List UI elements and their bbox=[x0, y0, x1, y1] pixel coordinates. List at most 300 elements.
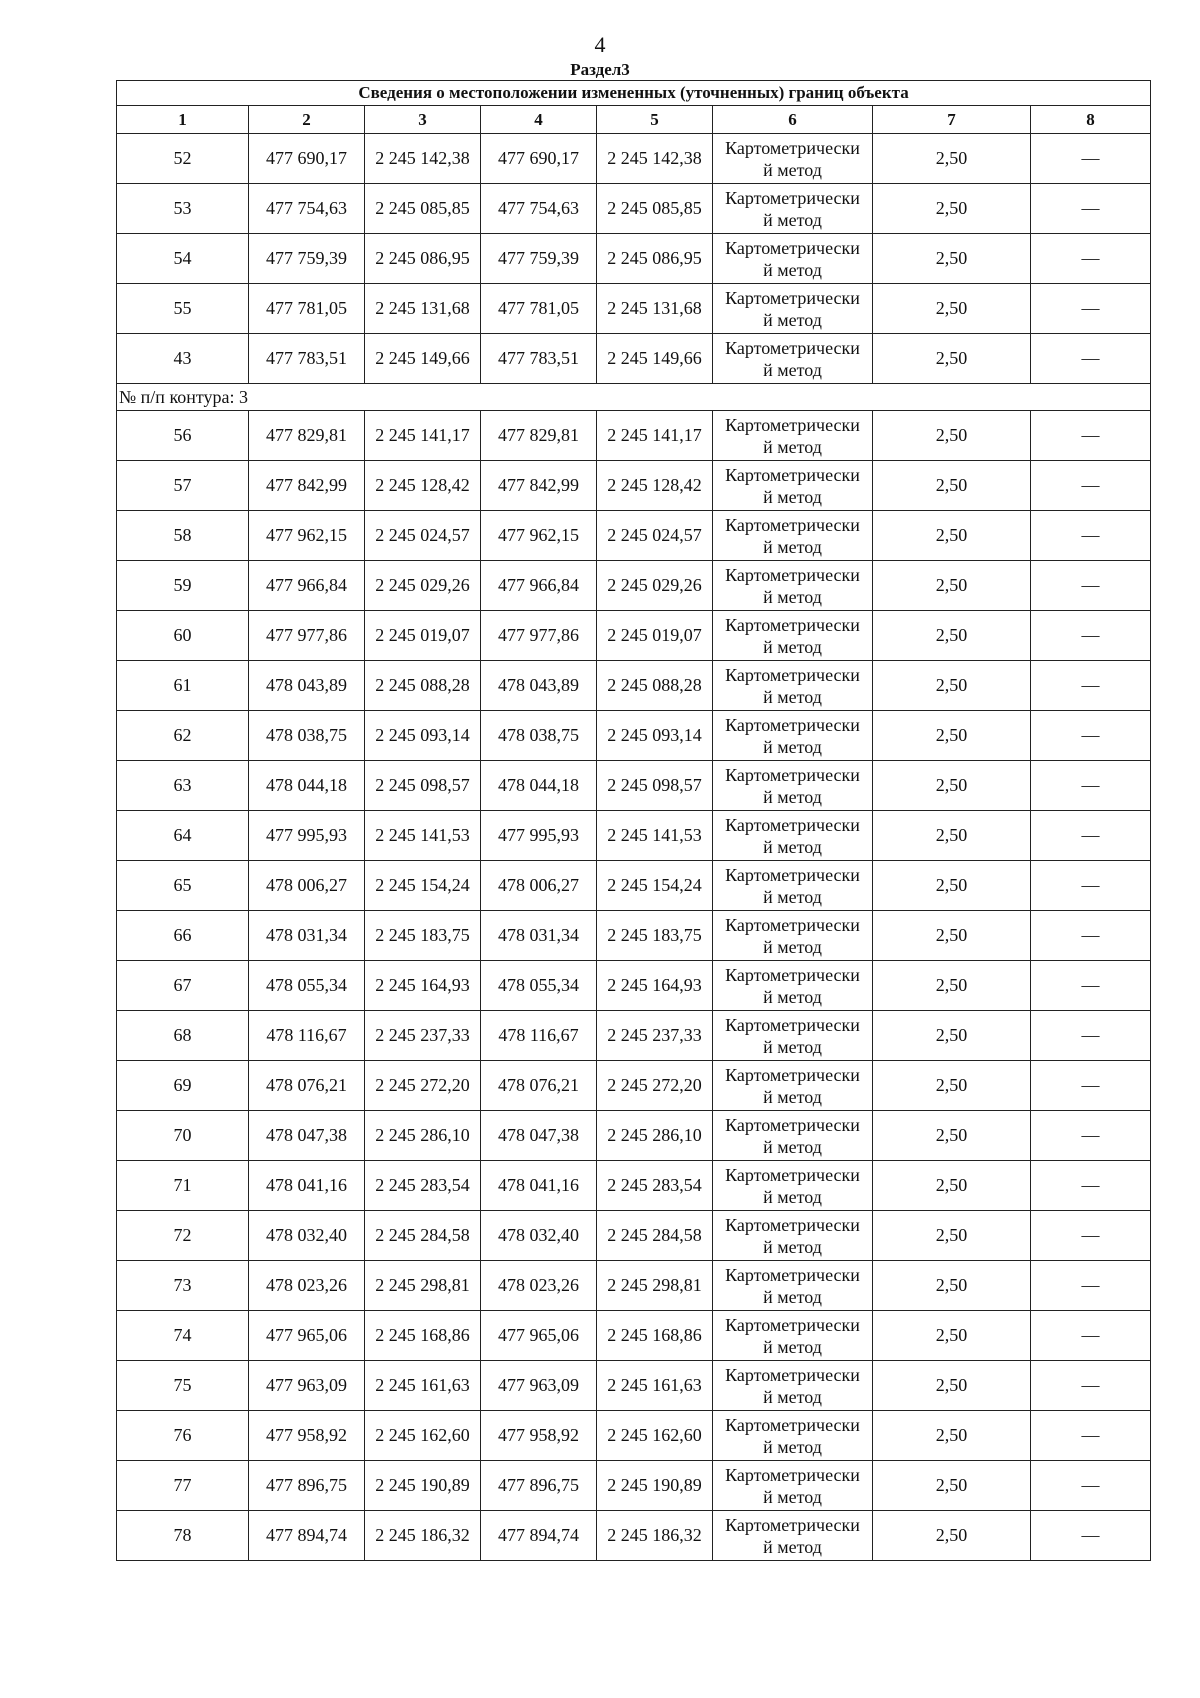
method-cell bbox=[713, 561, 873, 611]
method-text-line: Картометрически bbox=[725, 714, 860, 735]
accuracy-cell: 2,50 bbox=[873, 461, 1031, 511]
x-refined-cell: 477 977,86 bbox=[481, 611, 597, 661]
y-refined-cell: 2 245 098,57 bbox=[597, 761, 713, 811]
table-row bbox=[117, 461, 1151, 511]
point-number-cell: 70 bbox=[117, 1111, 249, 1161]
method-text-line: й метод bbox=[763, 886, 822, 907]
method-text-line: й метод bbox=[763, 936, 822, 957]
method-cell bbox=[713, 411, 873, 461]
x-existing-cell: 478 076,21 bbox=[249, 1061, 365, 1111]
note-cell: — bbox=[1031, 411, 1151, 461]
y-existing-cell: 2 245 019,07 bbox=[365, 611, 481, 661]
point-number-cell: 52 bbox=[117, 134, 249, 184]
x-refined-cell: 477 781,05 bbox=[481, 284, 597, 334]
table-row bbox=[117, 711, 1151, 761]
note-cell: — bbox=[1031, 611, 1151, 661]
x-existing-cell: 477 754,63 bbox=[249, 184, 365, 234]
table-row bbox=[117, 1511, 1151, 1561]
column-number: 1 bbox=[117, 106, 249, 134]
method-text-line: й метод bbox=[763, 1386, 822, 1407]
note-cell: — bbox=[1031, 1011, 1151, 1061]
method-text-line: Картометрически bbox=[725, 1014, 860, 1035]
method-cell bbox=[713, 1111, 873, 1161]
x-refined-cell: 477 995,93 bbox=[481, 811, 597, 861]
column-number: 3 bbox=[365, 106, 481, 134]
method-text-line: Картометрически bbox=[725, 1514, 860, 1535]
column-number: 5 bbox=[597, 106, 713, 134]
table-body bbox=[117, 134, 1151, 1561]
method-cell bbox=[713, 511, 873, 561]
method-text-line: Картометрически bbox=[725, 564, 860, 585]
method-text-line: й метод bbox=[763, 1336, 822, 1357]
x-refined-cell: 478 041,16 bbox=[481, 1161, 597, 1211]
y-refined-cell: 2 245 029,26 bbox=[597, 561, 713, 611]
y-refined-cell: 2 245 283,54 bbox=[597, 1161, 713, 1211]
method-cell bbox=[713, 861, 873, 911]
method-text-line: й метод bbox=[763, 1136, 822, 1157]
note-cell: — bbox=[1031, 1461, 1151, 1511]
method-text-line: й метод bbox=[763, 836, 822, 857]
y-refined-cell: 2 245 149,66 bbox=[597, 334, 713, 384]
point-number-cell: 76 bbox=[117, 1411, 249, 1461]
y-refined-cell: 2 245 286,10 bbox=[597, 1111, 713, 1161]
table-row bbox=[117, 411, 1151, 461]
method-cell bbox=[713, 961, 873, 1011]
method-text-line: Картометрически bbox=[725, 1414, 860, 1435]
method-text-line: Картометрически bbox=[725, 964, 860, 985]
method-text-line: Картометрически bbox=[725, 1214, 860, 1235]
x-existing-cell: 477 963,09 bbox=[249, 1361, 365, 1411]
point-number-cell: 64 bbox=[117, 811, 249, 861]
y-refined-cell: 2 245 272,20 bbox=[597, 1061, 713, 1111]
y-refined-cell: 2 245 141,17 bbox=[597, 411, 713, 461]
accuracy-cell: 2,50 bbox=[873, 1461, 1031, 1511]
accuracy-cell: 2,50 bbox=[873, 711, 1031, 761]
y-refined-cell: 2 245 161,63 bbox=[597, 1361, 713, 1411]
method-text-line: й метод bbox=[763, 1236, 822, 1257]
note-cell: — bbox=[1031, 511, 1151, 561]
y-existing-cell: 2 245 298,81 bbox=[365, 1261, 481, 1311]
x-existing-cell: 477 965,06 bbox=[249, 1311, 365, 1361]
accuracy-cell: 2,50 bbox=[873, 861, 1031, 911]
note-cell: — bbox=[1031, 1111, 1151, 1161]
section-title: Раздел3 bbox=[570, 60, 630, 79]
x-existing-cell: 477 829,81 bbox=[249, 411, 365, 461]
point-number-cell: 67 bbox=[117, 961, 249, 1011]
point-number-cell: 66 bbox=[117, 911, 249, 961]
method-cell bbox=[713, 134, 873, 184]
x-existing-cell: 477 781,05 bbox=[249, 284, 365, 334]
method-text-line: й метод bbox=[763, 159, 822, 180]
method-cell bbox=[713, 1361, 873, 1411]
x-existing-cell: 478 047,38 bbox=[249, 1111, 365, 1161]
y-refined-cell: 2 245 128,42 bbox=[597, 461, 713, 511]
point-number-cell: 77 bbox=[117, 1461, 249, 1511]
accuracy-cell: 2,50 bbox=[873, 134, 1031, 184]
accuracy-cell: 2,50 bbox=[873, 1211, 1031, 1261]
method-cell bbox=[713, 1311, 873, 1361]
method-cell bbox=[713, 1461, 873, 1511]
accuracy-cell: 2,50 bbox=[873, 1161, 1031, 1211]
note-cell: — bbox=[1031, 661, 1151, 711]
x-refined-cell: 477 963,09 bbox=[481, 1361, 597, 1411]
x-existing-cell: 477 783,51 bbox=[249, 334, 365, 384]
y-existing-cell: 2 245 085,85 bbox=[365, 184, 481, 234]
note-cell: — bbox=[1031, 1411, 1151, 1461]
x-existing-cell: 478 006,27 bbox=[249, 861, 365, 911]
table-row bbox=[117, 861, 1151, 911]
method-text-line: й метод bbox=[763, 359, 822, 380]
note-cell: — bbox=[1031, 461, 1151, 511]
point-number-cell: 58 bbox=[117, 511, 249, 561]
x-existing-cell: 477 896,75 bbox=[249, 1461, 365, 1511]
method-text-line: Картометрически bbox=[725, 864, 860, 885]
point-number-cell: 61 bbox=[117, 661, 249, 711]
note-cell: — bbox=[1031, 961, 1151, 1011]
y-existing-cell: 2 245 162,60 bbox=[365, 1411, 481, 1461]
method-text-line: й метод bbox=[763, 536, 822, 557]
table-row bbox=[117, 1011, 1151, 1061]
x-refined-cell: 477 894,74 bbox=[481, 1511, 597, 1561]
x-existing-cell: 478 043,89 bbox=[249, 661, 365, 711]
accuracy-cell: 2,50 bbox=[873, 511, 1031, 561]
y-existing-cell: 2 245 190,89 bbox=[365, 1461, 481, 1511]
y-refined-cell: 2 245 237,33 bbox=[597, 1011, 713, 1061]
method-text-line: Картометрически bbox=[725, 514, 860, 535]
method-text-line: й метод bbox=[763, 1536, 822, 1557]
method-text-line: й метод bbox=[763, 309, 822, 330]
method-cell bbox=[713, 334, 873, 384]
method-text-line: й метод bbox=[763, 486, 822, 507]
column-number: 8 bbox=[1031, 106, 1151, 134]
point-number-cell: 63 bbox=[117, 761, 249, 811]
x-existing-cell: 478 116,67 bbox=[249, 1011, 365, 1061]
method-text-line: Картометрически bbox=[725, 414, 860, 435]
accuracy-cell: 2,50 bbox=[873, 334, 1031, 384]
x-existing-cell: 478 031,34 bbox=[249, 911, 365, 961]
point-number-cell: 72 bbox=[117, 1211, 249, 1261]
accuracy-cell: 2,50 bbox=[873, 234, 1031, 284]
point-number-cell: 43 bbox=[117, 334, 249, 384]
table-row bbox=[117, 561, 1151, 611]
method-text-line: й метод bbox=[763, 1436, 822, 1457]
method-cell bbox=[713, 184, 873, 234]
point-number-cell: 54 bbox=[117, 234, 249, 284]
boundary-coordinates-table bbox=[116, 80, 1151, 1561]
method-cell bbox=[713, 1061, 873, 1111]
x-existing-cell: 477 958,92 bbox=[249, 1411, 365, 1461]
x-existing-cell: 477 894,74 bbox=[249, 1511, 365, 1561]
method-text-line: Картометрически bbox=[725, 1314, 860, 1335]
x-refined-cell: 478 006,27 bbox=[481, 861, 597, 911]
y-refined-cell: 2 245 086,95 bbox=[597, 234, 713, 284]
y-existing-cell: 2 245 093,14 bbox=[365, 711, 481, 761]
note-cell: — bbox=[1031, 334, 1151, 384]
x-refined-cell: 478 076,21 bbox=[481, 1061, 597, 1111]
method-text-line: Картометрически bbox=[725, 1164, 860, 1185]
x-refined-cell: 478 044,18 bbox=[481, 761, 597, 811]
method-text-line: Картометрически bbox=[725, 764, 860, 785]
contour-label: № п/п контура: 3 bbox=[117, 384, 1151, 411]
method-text-line: Картометрически bbox=[725, 614, 860, 635]
x-refined-cell: 477 690,17 bbox=[481, 134, 597, 184]
accuracy-cell: 2,50 bbox=[873, 811, 1031, 861]
method-text-line: й метод bbox=[763, 1036, 822, 1057]
table-row bbox=[117, 1461, 1151, 1511]
x-refined-cell: 477 962,15 bbox=[481, 511, 597, 561]
x-refined-cell: 478 047,38 bbox=[481, 1111, 597, 1161]
x-existing-cell: 478 023,26 bbox=[249, 1261, 365, 1311]
method-cell bbox=[713, 611, 873, 661]
column-number: 7 bbox=[873, 106, 1031, 134]
method-cell bbox=[713, 1261, 873, 1311]
y-existing-cell: 2 245 149,66 bbox=[365, 334, 481, 384]
y-refined-cell: 2 245 164,93 bbox=[597, 961, 713, 1011]
method-cell bbox=[713, 1411, 873, 1461]
y-existing-cell: 2 245 237,33 bbox=[365, 1011, 481, 1061]
table-row bbox=[117, 1311, 1151, 1361]
point-number-cell: 62 bbox=[117, 711, 249, 761]
method-text-line: Картометрически bbox=[725, 464, 860, 485]
y-refined-cell: 2 245 024,57 bbox=[597, 511, 713, 561]
note-cell: — bbox=[1031, 1311, 1151, 1361]
accuracy-cell: 2,50 bbox=[873, 661, 1031, 711]
note-cell: — bbox=[1031, 711, 1151, 761]
point-number-cell: 71 bbox=[117, 1161, 249, 1211]
method-text-line: Картометрически bbox=[725, 1114, 860, 1135]
x-refined-cell: 478 038,75 bbox=[481, 711, 597, 761]
column-number: 6 bbox=[713, 106, 873, 134]
x-refined-cell: 477 829,81 bbox=[481, 411, 597, 461]
table-row bbox=[117, 1361, 1151, 1411]
method-text-line: й метод bbox=[763, 786, 822, 807]
x-refined-cell: 477 783,51 bbox=[481, 334, 597, 384]
table-row bbox=[117, 1161, 1151, 1211]
y-existing-cell: 2 245 183,75 bbox=[365, 911, 481, 961]
note-cell: — bbox=[1031, 1361, 1151, 1411]
table-row bbox=[117, 961, 1151, 1011]
note-cell: — bbox=[1031, 761, 1151, 811]
method-text-line: й метод bbox=[763, 686, 822, 707]
accuracy-cell: 2,50 bbox=[873, 1511, 1031, 1561]
accuracy-cell: 2,50 bbox=[873, 1311, 1031, 1361]
column-number: 4 bbox=[481, 106, 597, 134]
accuracy-cell: 2,50 bbox=[873, 561, 1031, 611]
x-existing-cell: 477 690,17 bbox=[249, 134, 365, 184]
point-number-cell: 75 bbox=[117, 1361, 249, 1411]
x-existing-cell: 478 041,16 bbox=[249, 1161, 365, 1211]
x-existing-cell: 477 842,99 bbox=[249, 461, 365, 511]
y-existing-cell: 2 245 098,57 bbox=[365, 761, 481, 811]
method-text-line: Картометрически bbox=[725, 1264, 860, 1285]
note-cell: — bbox=[1031, 184, 1151, 234]
y-existing-cell: 2 245 161,63 bbox=[365, 1361, 481, 1411]
accuracy-cell: 2,50 bbox=[873, 411, 1031, 461]
x-existing-cell: 478 055,34 bbox=[249, 961, 365, 1011]
y-refined-cell: 2 245 190,89 bbox=[597, 1461, 713, 1511]
point-number-cell: 78 bbox=[117, 1511, 249, 1561]
accuracy-cell: 2,50 bbox=[873, 1411, 1031, 1461]
y-existing-cell: 2 245 164,93 bbox=[365, 961, 481, 1011]
y-refined-cell: 2 245 154,24 bbox=[597, 861, 713, 911]
accuracy-cell: 2,50 bbox=[873, 284, 1031, 334]
method-text-line: Картометрически bbox=[725, 814, 860, 835]
x-refined-cell: 478 023,26 bbox=[481, 1261, 597, 1311]
method-text-line: Картометрически bbox=[725, 187, 860, 208]
note-cell: — bbox=[1031, 1211, 1151, 1261]
y-existing-cell: 2 245 168,86 bbox=[365, 1311, 481, 1361]
point-number-cell: 65 bbox=[117, 861, 249, 911]
y-existing-cell: 2 245 128,42 bbox=[365, 461, 481, 511]
y-refined-cell: 2 245 186,32 bbox=[597, 1511, 713, 1561]
y-existing-cell: 2 245 186,32 bbox=[365, 1511, 481, 1561]
accuracy-cell: 2,50 bbox=[873, 184, 1031, 234]
note-cell: — bbox=[1031, 1261, 1151, 1311]
page-number: 4 bbox=[594, 32, 606, 57]
x-refined-cell: 477 896,75 bbox=[481, 1461, 597, 1511]
point-number-cell: 74 bbox=[117, 1311, 249, 1361]
x-refined-cell: 477 754,63 bbox=[481, 184, 597, 234]
table-row bbox=[117, 134, 1151, 184]
y-existing-cell: 2 245 088,28 bbox=[365, 661, 481, 711]
y-refined-cell: 2 245 162,60 bbox=[597, 1411, 713, 1461]
method-cell bbox=[713, 811, 873, 861]
method-text-line: й метод bbox=[763, 1286, 822, 1307]
y-refined-cell: 2 245 284,58 bbox=[597, 1211, 713, 1261]
method-text-line: Картометрически bbox=[725, 914, 860, 935]
y-refined-cell: 2 245 183,75 bbox=[597, 911, 713, 961]
x-refined-cell: 478 116,67 bbox=[481, 1011, 597, 1061]
method-text-line: й метод bbox=[763, 1086, 822, 1107]
table-row bbox=[117, 1261, 1151, 1311]
table-row bbox=[117, 661, 1151, 711]
method-text-line: й метод bbox=[763, 1186, 822, 1207]
accuracy-cell: 2,50 bbox=[873, 761, 1031, 811]
y-existing-cell: 2 245 131,68 bbox=[365, 284, 481, 334]
y-existing-cell: 2 245 086,95 bbox=[365, 234, 481, 284]
note-cell: — bbox=[1031, 911, 1151, 961]
y-existing-cell: 2 245 272,20 bbox=[365, 1061, 481, 1111]
table-row bbox=[117, 911, 1151, 961]
table-row bbox=[117, 1411, 1151, 1461]
y-existing-cell: 2 245 284,58 bbox=[365, 1211, 481, 1261]
note-cell: — bbox=[1031, 134, 1151, 184]
y-refined-cell: 2 245 298,81 bbox=[597, 1261, 713, 1311]
point-number-cell: 56 bbox=[117, 411, 249, 461]
note-cell: — bbox=[1031, 811, 1151, 861]
y-existing-cell: 2 245 283,54 bbox=[365, 1161, 481, 1211]
y-existing-cell: 2 245 286,10 bbox=[365, 1111, 481, 1161]
x-existing-cell: 477 966,84 bbox=[249, 561, 365, 611]
point-number-cell: 73 bbox=[117, 1261, 249, 1311]
column-number: 2 bbox=[249, 106, 365, 134]
table-row bbox=[117, 234, 1151, 284]
y-refined-cell: 2 245 141,53 bbox=[597, 811, 713, 861]
note-cell: — bbox=[1031, 861, 1151, 911]
table-row bbox=[117, 334, 1151, 384]
method-cell bbox=[713, 711, 873, 761]
table-row bbox=[117, 761, 1151, 811]
y-existing-cell: 2 245 154,24 bbox=[365, 861, 481, 911]
x-refined-cell: 477 759,39 bbox=[481, 234, 597, 284]
method-cell bbox=[713, 911, 873, 961]
method-text-line: Картометрически bbox=[725, 1364, 860, 1385]
table-row bbox=[117, 1061, 1151, 1111]
accuracy-cell: 2,50 bbox=[873, 911, 1031, 961]
y-refined-cell: 2 245 088,28 bbox=[597, 661, 713, 711]
y-existing-cell: 2 245 141,53 bbox=[365, 811, 481, 861]
method-cell bbox=[713, 1011, 873, 1061]
note-cell: — bbox=[1031, 1511, 1151, 1561]
table-row bbox=[117, 1111, 1151, 1161]
y-refined-cell: 2 245 168,86 bbox=[597, 1311, 713, 1361]
method-cell bbox=[713, 1211, 873, 1261]
table-row bbox=[117, 511, 1151, 561]
y-existing-cell: 2 245 029,26 bbox=[365, 561, 481, 611]
x-existing-cell: 477 962,15 bbox=[249, 511, 365, 561]
point-number-cell: 53 bbox=[117, 184, 249, 234]
method-text-line: Картометрически bbox=[725, 237, 860, 258]
accuracy-cell: 2,50 bbox=[873, 961, 1031, 1011]
x-existing-cell: 477 977,86 bbox=[249, 611, 365, 661]
note-cell: — bbox=[1031, 234, 1151, 284]
contour-row bbox=[117, 384, 1151, 411]
y-refined-cell: 2 245 019,07 bbox=[597, 611, 713, 661]
point-number-cell: 60 bbox=[117, 611, 249, 661]
method-text-line: й метод bbox=[763, 636, 822, 657]
accuracy-cell: 2,50 bbox=[873, 1261, 1031, 1311]
method-text-line: Картометрически bbox=[725, 137, 860, 158]
y-existing-cell: 2 245 141,17 bbox=[365, 411, 481, 461]
method-text-line: й метод bbox=[763, 436, 822, 457]
method-text-line: Картометрически bbox=[725, 664, 860, 685]
x-refined-cell: 478 043,89 bbox=[481, 661, 597, 711]
accuracy-cell: 2,50 bbox=[873, 611, 1031, 661]
point-number-cell: 55 bbox=[117, 284, 249, 334]
y-refined-cell: 2 245 142,38 bbox=[597, 134, 713, 184]
x-refined-cell: 478 055,34 bbox=[481, 961, 597, 1011]
y-refined-cell: 2 245 131,68 bbox=[597, 284, 713, 334]
note-cell: — bbox=[1031, 1061, 1151, 1111]
accuracy-cell: 2,50 bbox=[873, 1061, 1031, 1111]
method-cell bbox=[713, 284, 873, 334]
x-existing-cell: 478 044,18 bbox=[249, 761, 365, 811]
point-number-cell: 57 bbox=[117, 461, 249, 511]
method-text-line: й метод bbox=[763, 586, 822, 607]
y-existing-cell: 2 245 024,57 bbox=[365, 511, 481, 561]
method-text-line: Картометрически bbox=[725, 337, 860, 358]
table-row bbox=[117, 184, 1151, 234]
note-cell: — bbox=[1031, 284, 1151, 334]
y-existing-cell: 2 245 142,38 bbox=[365, 134, 481, 184]
x-refined-cell: 477 966,84 bbox=[481, 561, 597, 611]
y-refined-cell: 2 245 085,85 bbox=[597, 184, 713, 234]
note-cell: — bbox=[1031, 561, 1151, 611]
table-row bbox=[117, 1211, 1151, 1261]
method-text-line: й метод bbox=[763, 736, 822, 757]
method-cell bbox=[713, 461, 873, 511]
method-text-line: й метод bbox=[763, 259, 822, 280]
note-cell: — bbox=[1031, 1161, 1151, 1211]
y-refined-cell: 2 245 093,14 bbox=[597, 711, 713, 761]
point-number-cell: 59 bbox=[117, 561, 249, 611]
x-refined-cell: 477 958,92 bbox=[481, 1411, 597, 1461]
accuracy-cell: 2,50 bbox=[873, 1111, 1031, 1161]
method-text-line: й метод bbox=[763, 1486, 822, 1507]
point-number-cell: 68 bbox=[117, 1011, 249, 1061]
x-existing-cell: 477 759,39 bbox=[249, 234, 365, 284]
method-cell bbox=[713, 661, 873, 711]
